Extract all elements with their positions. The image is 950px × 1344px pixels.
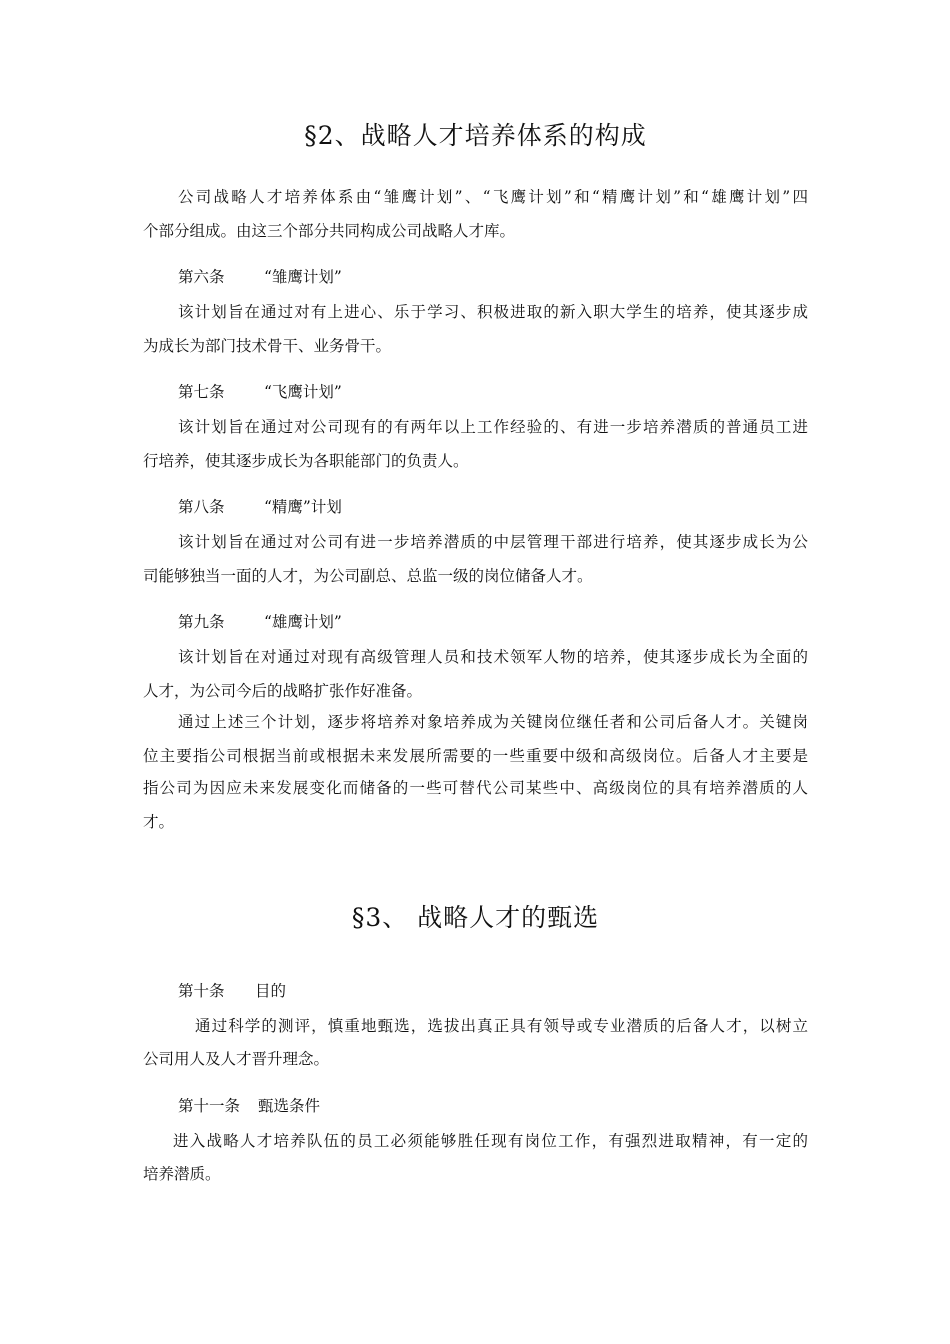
section-3-title: §3、 战略人才的甄选 [351,903,600,932]
article-9-heading [178,611,342,633]
article-10-line-1: 通过科学的测评，慎重地甄选，选拔出真正具有领导或专业潜质的后备人才，以树立 [195,1017,808,1035]
article-8-line-1: 该计划旨在通过对公司有进一步培养潜质的中层管理干部进行培养，使其逐步成长为公 [178,533,808,551]
article-7-line-2: 行培养，使其逐步成长为各职能部门的负责人。 [143,452,469,470]
summary-line-3: 指公司为因应未来发展变化而储备的一些可替代公司某些中、高级岗位的具有培养潜质的人 [143,779,808,797]
article-11-name: 甄选条件 [258,1097,321,1115]
article-11-line-2: 培养潜质。 [143,1165,221,1183]
article-7-number: 第七条 [178,383,225,401]
article-11-number: 第十一条 [178,1097,241,1115]
section-2-intro-line-2: 个部分组成。由这三个部分共同构成公司战略人才库。 [143,222,516,240]
article-11-heading [178,1095,320,1117]
article-6-heading [178,266,342,288]
article-6-line-1: 该计划旨在通过对有上进心、乐于学习、积极进取的新入职大学生的培养，使其逐步成 [178,303,808,321]
article-9-line-1: 该计划旨在对通过对现有高级管理人员和技术领军人物的培养，使其逐步成长为全面的 [178,648,808,666]
article-7-heading [178,381,342,403]
section-2-title: §2、战略人才培养体系的构成 [304,121,647,150]
article-9-number: 第九条 [178,613,225,631]
article-10-number: 第十条 [178,982,225,1000]
article-7-line-1: 该计划旨在通过对公司现有的有两年以上工作经验的、有进一步培养潜质的普通员工进 [178,418,808,436]
section-2-intro-line-1: 公司战略人才培养体系由“雏鹰计划”、“飞鹰计划”和“精鹰计划”和“雄鹰计划”四 [178,188,808,206]
article-9-name: “雄鹰计划” [264,613,342,631]
article-11-line-1: 进入战略人才培养队伍的员工必须能够胜任现有岗位工作，有强烈进取精神，有一定的 [173,1132,808,1150]
article-10-line-2: 公司用人及人才晋升理念。 [143,1050,330,1068]
article-6-number: 第六条 [178,268,225,286]
article-9-line-2: 人才，为公司今后的战略扩张作好准备。 [143,682,423,700]
article-8-number: 第八条 [178,498,225,516]
article-8-heading [178,496,342,518]
article-8-line-2: 司能够独当一面的人才，为公司副总、总监一级的岗位储备人才。 [143,567,593,585]
article-7-name: “飞鹰计划” [264,383,342,401]
article-6-line-2: 为成长为部门技术骨干、业务骨干。 [143,337,392,355]
summary-line-2: 位主要指公司根据当前或根据未来发展所需要的一些重要中级和高级岗位。后备人才主要是 [143,747,808,765]
summary-line-1: 通过上述三个计划，逐步将培养对象培养成为关键岗位继任者和公司后备人才。关键岗 [178,713,808,731]
article-10-heading [178,980,286,1002]
article-10-name: 目的 [255,982,287,1000]
article-6-name: “雏鹰计划” [264,268,342,286]
article-8-name: “精鹰”计划 [264,498,342,516]
summary-line-4: 才。 [143,813,175,831]
